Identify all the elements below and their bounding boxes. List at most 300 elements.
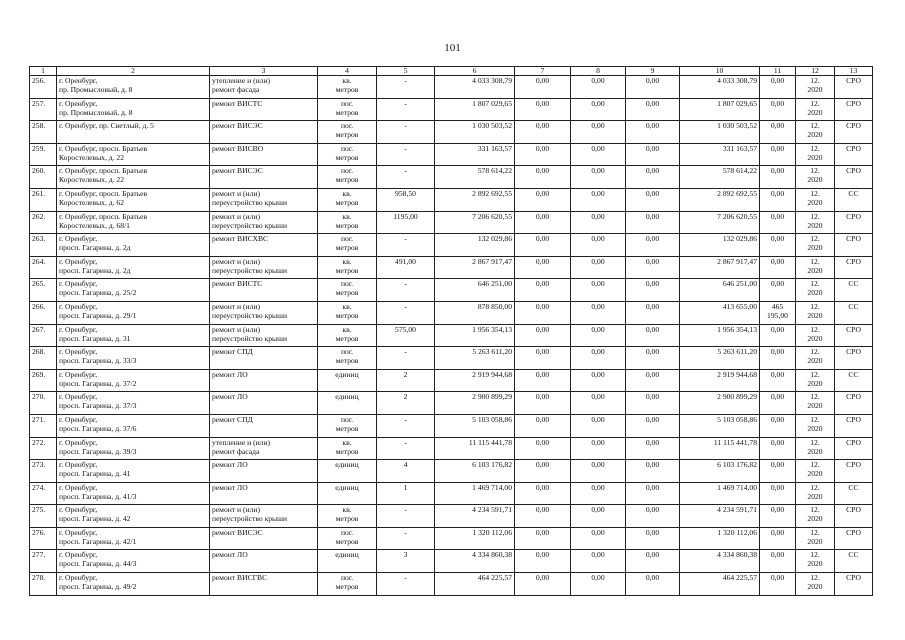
funding-source-cell <box>835 211 873 234</box>
quantity-cell <box>377 301 435 324</box>
address-line: г. Оренбург, <box>59 460 98 470</box>
work-type-cell <box>210 234 318 257</box>
quantity-cell <box>377 414 435 437</box>
column-header: 5 <box>377 67 435 76</box>
unit-line: пог. <box>340 279 354 289</box>
column-11-value: 0,00 <box>770 324 785 334</box>
address-line: просп. Гагарина, д. 37/6 <box>59 423 137 433</box>
total-cost-cell <box>435 166 515 189</box>
column-10-cell <box>680 527 760 550</box>
address-cell <box>57 369 210 392</box>
column-7-cell <box>515 573 571 596</box>
column-7-value: 0,00 <box>535 347 550 357</box>
address-line: пр. Промысловый, д. 8 <box>59 107 133 117</box>
deadline-year: 2020 <box>807 310 823 320</box>
work-type-line: ремонт ВИСГВС <box>212 573 268 583</box>
unit-line: пог. <box>340 573 354 583</box>
deadline-cell <box>796 279 835 302</box>
column-7-cell <box>515 505 571 528</box>
unit-cell <box>318 392 377 415</box>
unit-cell <box>318 143 377 166</box>
table-row <box>30 550 873 573</box>
row-number: 276. <box>32 527 46 537</box>
unit-cell <box>318 211 377 234</box>
unit-cell <box>318 437 377 460</box>
column-9-value: 0,00 <box>645 505 660 515</box>
column-9-cell <box>626 324 680 347</box>
unit-line: метров <box>335 310 359 320</box>
column-9-value: 0,00 <box>645 573 660 583</box>
work-type-cell <box>210 166 318 189</box>
row-number-cell <box>30 460 57 483</box>
column-10-value: 5 263 611,20 <box>717 347 757 357</box>
work-type-line: ремонт ВИСХВС <box>212 234 269 244</box>
total-cost-value: 5 263 611,20 <box>472 347 512 357</box>
deadline-year: 2020 <box>807 446 823 456</box>
total-cost-cell <box>435 98 515 121</box>
deadline-year: 2020 <box>807 175 823 185</box>
work-type-line: ремонт и (или) <box>212 211 260 221</box>
column-8-value: 0,00 <box>591 211 605 221</box>
funding-source-cell <box>835 392 873 415</box>
deadline-month: 12. <box>810 143 820 153</box>
column-7-value: 0,00 <box>535 460 550 470</box>
work-type-cell <box>210 256 318 279</box>
quantity-cell <box>377 437 435 460</box>
column-11-cell <box>760 414 796 437</box>
column-7-cell <box>515 527 571 550</box>
column-7-value: 0,00 <box>535 301 550 311</box>
unit-line: метров <box>335 333 359 343</box>
unit-line: пог. <box>340 527 354 537</box>
column-7-value: 0,00 <box>535 121 550 131</box>
column-10-value: 464 225,57 <box>722 573 757 583</box>
column-9-value: 0,00 <box>645 211 660 221</box>
unit-line: метров <box>335 582 359 592</box>
quantity-cell <box>377 573 435 596</box>
column-header: 1 <box>30 67 57 76</box>
column-7-cell <box>515 437 571 460</box>
total-cost-value: 4 334 860,38 <box>472 550 512 560</box>
work-type-line: ремонт ЛО <box>212 550 248 560</box>
table-row <box>30 143 873 166</box>
total-cost-value: 646 251,00 <box>477 279 512 289</box>
deadline-year: 2020 <box>807 85 823 94</box>
table-row <box>30 211 873 234</box>
funding-source-cell <box>835 76 873 99</box>
column-8-value: 0,00 <box>591 460 605 470</box>
unit-line: кв. <box>342 211 352 221</box>
row-number: 272. <box>32 437 46 447</box>
deadline-cell <box>796 573 835 596</box>
row-number-cell <box>30 573 57 596</box>
column-11-cell <box>760 166 796 189</box>
address-line: Коростелевых, д. 68/1 <box>59 220 130 230</box>
table-row <box>30 392 873 415</box>
funding-source-value: СРО <box>846 98 861 108</box>
column-10-cell <box>680 279 760 302</box>
row-number-cell <box>30 166 57 189</box>
deadline-month: 12. <box>810 573 820 583</box>
unit-line: метров <box>335 446 359 456</box>
address-line: г. Оренбург, просп. Братьев <box>59 188 148 198</box>
deadline-month: 12. <box>810 256 820 266</box>
column-10-value: 331 163,57 <box>722 143 757 153</box>
work-type-line: ремонт и (или) <box>212 324 260 334</box>
column-11-value: 0,00 <box>770 121 785 131</box>
deadline-year: 2020 <box>807 559 823 569</box>
deadline-month: 12. <box>810 279 820 289</box>
funding-source-value: СРО <box>846 256 861 266</box>
table-row <box>30 437 873 460</box>
column-9-value: 0,00 <box>645 234 660 244</box>
column-8-value: 0,00 <box>591 527 605 537</box>
column-11-value: 0,00 <box>770 550 785 560</box>
quantity-cell <box>377 369 435 392</box>
column-11-value: 0,00 <box>770 188 785 198</box>
address-cell <box>57 76 210 99</box>
deadline-month: 12. <box>810 369 820 379</box>
column-7-value: 0,00 <box>535 437 550 447</box>
unit-line: единиц <box>335 369 359 379</box>
funding-source-value: СС <box>848 550 859 560</box>
unit-cell <box>318 166 377 189</box>
row-number: 273. <box>32 460 46 470</box>
funding-source-cell <box>835 98 873 121</box>
column-8-cell <box>571 437 626 460</box>
work-type-line: переустройство крыши <box>212 220 288 230</box>
column-10-value: 11 115 441,78 <box>713 437 757 447</box>
quantity-cell <box>377 527 435 550</box>
column-7-value: 0,00 <box>535 550 550 560</box>
deadline-month: 12. <box>810 188 820 198</box>
column-11-cell <box>760 188 796 211</box>
column-7-value: 0,00 <box>535 234 550 244</box>
quantity-cell <box>377 392 435 415</box>
column-7-value: 0,00 <box>535 369 550 379</box>
unit-cell <box>318 573 377 596</box>
funding-source-value: СРО <box>846 573 861 583</box>
column-10-cell <box>680 573 760 596</box>
row-number: 260. <box>32 166 46 176</box>
work-type-cell <box>210 460 318 483</box>
work-type-line: ремонт ВИСТС <box>212 98 263 108</box>
row-number-cell <box>30 437 57 460</box>
column-7-value: 0,00 <box>535 98 550 108</box>
column-7-value: 0,00 <box>535 482 550 492</box>
work-type-cell <box>210 301 318 324</box>
column-header: 12 <box>796 67 835 76</box>
deadline-month: 12. <box>810 482 820 492</box>
table-row <box>30 369 873 392</box>
deadline-cell <box>796 437 835 460</box>
column-11-cell <box>760 527 796 550</box>
work-type-line: переустройство крыши <box>212 333 288 343</box>
column-header: 3 <box>210 67 318 76</box>
deadline-cell <box>796 460 835 483</box>
deadline-year: 2020 <box>807 107 823 117</box>
address-line: просп. Гагарина, д. 37/2 <box>59 378 137 388</box>
column-8-cell <box>571 347 626 370</box>
total-cost-cell <box>435 369 515 392</box>
funding-source-value: СРО <box>846 121 861 131</box>
deadline-cell <box>796 188 835 211</box>
total-cost-value: 1 320 112,06 <box>472 527 512 537</box>
funding-source-cell <box>835 256 873 279</box>
address-line: просп. Гагарина, д. 42/1 <box>59 536 137 546</box>
unit-line: метров <box>335 175 359 185</box>
column-10-value: 132 029,86 <box>722 234 757 244</box>
funding-source-cell <box>835 324 873 347</box>
column-11-value: 465 <box>771 301 784 311</box>
column-9-cell <box>626 98 680 121</box>
column-9-cell <box>626 392 680 415</box>
column-11-value: 0,00 <box>770 573 785 583</box>
deadline-year: 2020 <box>807 243 823 253</box>
row-number-cell <box>30 301 57 324</box>
total-cost-value: 1 807 029,65 <box>472 98 512 108</box>
unit-line: единиц <box>335 550 359 560</box>
deadline-year: 2020 <box>807 197 823 207</box>
column-11-cell <box>760 143 796 166</box>
funding-source-cell <box>835 166 873 189</box>
address-line: г. Оренбург, <box>59 527 98 537</box>
column-7-cell <box>515 392 571 415</box>
unit-cell <box>318 550 377 573</box>
address-line: г. Оренбург, <box>59 573 98 583</box>
quantity-value: 2 <box>403 392 408 402</box>
row-number: 268. <box>32 347 46 357</box>
work-type-line: ремонт ВИСЭС <box>212 527 263 537</box>
deadline-month: 12. <box>810 460 820 470</box>
deadline-cell <box>796 369 835 392</box>
deadline-cell <box>796 505 835 528</box>
column-7-cell <box>515 369 571 392</box>
deadline-month: 12. <box>810 301 820 311</box>
quantity-value: - <box>404 234 407 244</box>
work-type-line: ремонт ВИСТС <box>212 279 263 289</box>
funding-source-cell <box>835 301 873 324</box>
column-9-value: 0,00 <box>645 392 660 402</box>
deadline-cell <box>796 121 835 144</box>
deadline-year: 2020 <box>807 288 823 298</box>
deadline-year: 2020 <box>807 356 823 366</box>
deadline-month: 12. <box>810 414 820 424</box>
unit-line: кв. <box>342 505 352 515</box>
column-header: 9 <box>626 67 680 76</box>
work-type-line: ремонт ВИСЭС <box>212 166 263 176</box>
deadline-month: 12. <box>810 437 820 447</box>
column-11-value: 0,00 <box>770 437 785 447</box>
column-11-value: 0,00 <box>770 76 785 85</box>
column-11-cell <box>760 505 796 528</box>
address-line: просп. Гагарина, д. 49/2 <box>59 582 137 592</box>
work-type-cell <box>210 98 318 121</box>
column-7-value: 0,00 <box>535 414 550 424</box>
total-cost-cell <box>435 324 515 347</box>
funding-source-cell <box>835 437 873 460</box>
column-9-cell <box>626 347 680 370</box>
column-11-value: 0,00 <box>770 505 785 515</box>
deadline-cell <box>796 211 835 234</box>
column-7-cell <box>515 211 571 234</box>
column-7-value: 0,00 <box>535 76 550 85</box>
unit-cell <box>318 414 377 437</box>
unit-line: метров <box>335 288 359 298</box>
column-7-cell <box>515 256 571 279</box>
column-8-value: 0,00 <box>591 256 605 266</box>
funding-source-cell <box>835 369 873 392</box>
column-10-value: 6 103 176,82 <box>717 460 757 470</box>
work-type-line: ремонт ЛО <box>212 369 248 379</box>
unit-line: метров <box>335 130 359 140</box>
total-cost-cell <box>435 505 515 528</box>
column-11-value: 0,00 <box>770 460 785 470</box>
column-10-value: 2 867 917,47 <box>717 256 757 266</box>
column-9-cell <box>626 573 680 596</box>
column-9-cell <box>626 279 680 302</box>
unit-line: метров <box>335 107 359 117</box>
address-line: г. Оренбург, <box>59 256 98 266</box>
work-type-line: ремонт фасада <box>212 446 260 456</box>
address-line: Коростелевых, д. 22 <box>59 175 125 185</box>
work-type-line: ремонт ЛО <box>212 482 248 492</box>
work-type-line: ремонт и (или) <box>212 188 260 198</box>
column-7-cell <box>515 347 571 370</box>
funding-source-value: СРО <box>846 76 861 85</box>
deadline-year: 2020 <box>807 514 823 524</box>
column-9-cell <box>626 188 680 211</box>
deadline-cell <box>796 550 835 573</box>
work-type-cell <box>210 324 318 347</box>
unit-line: единиц <box>335 460 359 470</box>
column-10-value: 578 614,22 <box>722 166 757 176</box>
work-type-cell <box>210 573 318 596</box>
column-8-value: 0,00 <box>591 505 605 515</box>
address-cell <box>57 211 210 234</box>
column-11-cell <box>760 121 796 144</box>
column-8-cell <box>571 76 626 99</box>
address-line: Коростелевых, д. 22 <box>59 152 125 162</box>
column-8-value: 0,00 <box>591 279 605 289</box>
column-header: 13 <box>835 67 873 76</box>
work-type-line: ремонт СПД <box>212 347 253 357</box>
funding-source-cell <box>835 505 873 528</box>
column-10-cell <box>680 121 760 144</box>
address-cell <box>57 279 210 302</box>
column-10-cell <box>680 234 760 257</box>
total-cost-cell <box>435 414 515 437</box>
work-type-cell <box>210 211 318 234</box>
work-type-line: ремонт СПД <box>212 414 253 424</box>
deadline-year: 2020 <box>807 220 823 230</box>
table-row <box>30 76 873 99</box>
address-line: г. Оренбург, <box>59 505 98 515</box>
total-cost-cell <box>435 527 515 550</box>
column-7-cell <box>515 414 571 437</box>
total-cost-cell <box>435 550 515 573</box>
work-type-line: переустройство крыши <box>212 265 288 275</box>
column-10-value: 1 320 112,06 <box>717 527 757 537</box>
funding-source-cell <box>835 143 873 166</box>
unit-line: метров <box>335 423 359 433</box>
work-type-line: ремонт и (или) <box>212 301 260 311</box>
column-9-cell <box>626 76 680 99</box>
work-type-line: утепление и (или) <box>212 437 271 447</box>
unit-line: пог. <box>340 121 354 131</box>
column-10-value: 1 469 714,00 <box>717 482 757 492</box>
total-cost-cell <box>435 347 515 370</box>
address-line: просп. Гагарина, д. 44/3 <box>59 559 137 569</box>
column-8-cell <box>571 482 626 505</box>
address-line: г. Оренбург, просп. Братьев <box>59 143 148 153</box>
funding-source-cell <box>835 482 873 505</box>
funding-source-value: СРО <box>846 437 861 447</box>
funding-source-cell <box>835 460 873 483</box>
quantity-value: - <box>404 527 407 537</box>
column-10-cell <box>680 256 760 279</box>
column-9-value: 0,00 <box>645 324 660 334</box>
unit-line: кв. <box>342 256 352 266</box>
table-row <box>30 121 873 144</box>
column-8-cell <box>571 573 626 596</box>
column-9-cell <box>626 505 680 528</box>
column-9-cell <box>626 414 680 437</box>
work-type-line: утепление и (или) <box>212 76 271 85</box>
deadline-month: 12. <box>810 324 820 334</box>
table-row <box>30 324 873 347</box>
column-10-cell <box>680 188 760 211</box>
column-header: 7 <box>515 67 571 76</box>
unit-line: кв. <box>342 76 352 85</box>
column-7-cell <box>515 460 571 483</box>
deadline-month: 12. <box>810 392 820 402</box>
unit-cell <box>318 369 377 392</box>
row-number: 270. <box>32 392 46 402</box>
row-number-cell <box>30 121 57 144</box>
funding-source-value: СС <box>848 279 859 289</box>
column-8-value: 0,00 <box>591 573 605 583</box>
column-10-value: 1 030 503,52 <box>717 121 757 131</box>
address-cell <box>57 392 210 415</box>
unit-line: кв. <box>342 437 352 447</box>
funding-source-value: СРО <box>846 527 861 537</box>
address-line: просп. Гагарина, д. 2д <box>59 265 131 275</box>
quantity-value: - <box>404 573 407 583</box>
row-number: 266. <box>32 301 46 311</box>
total-cost-value: 2 900 899,29 <box>472 392 512 402</box>
funding-source-cell <box>835 527 873 550</box>
column-7-value: 0,00 <box>535 143 550 153</box>
address-line: г. Оренбург, <box>59 482 98 492</box>
row-number: 274. <box>32 482 46 492</box>
column-11-value: 0,00 <box>770 369 785 379</box>
address-cell <box>57 234 210 257</box>
column-11-value: 0,00 <box>770 166 785 176</box>
row-number: 263. <box>32 234 46 244</box>
column-9-value: 0,00 <box>645 347 660 357</box>
row-number-cell <box>30 482 57 505</box>
column-11-value: 0,00 <box>770 414 785 424</box>
column-7-value: 0,00 <box>535 324 550 334</box>
column-11-value: 0,00 <box>770 234 785 244</box>
funding-source-cell <box>835 573 873 596</box>
row-number-cell <box>30 347 57 370</box>
row-number: 259. <box>32 143 46 153</box>
unit-line: метров <box>335 243 359 253</box>
total-cost-cell <box>435 482 515 505</box>
column-10-cell <box>680 482 760 505</box>
